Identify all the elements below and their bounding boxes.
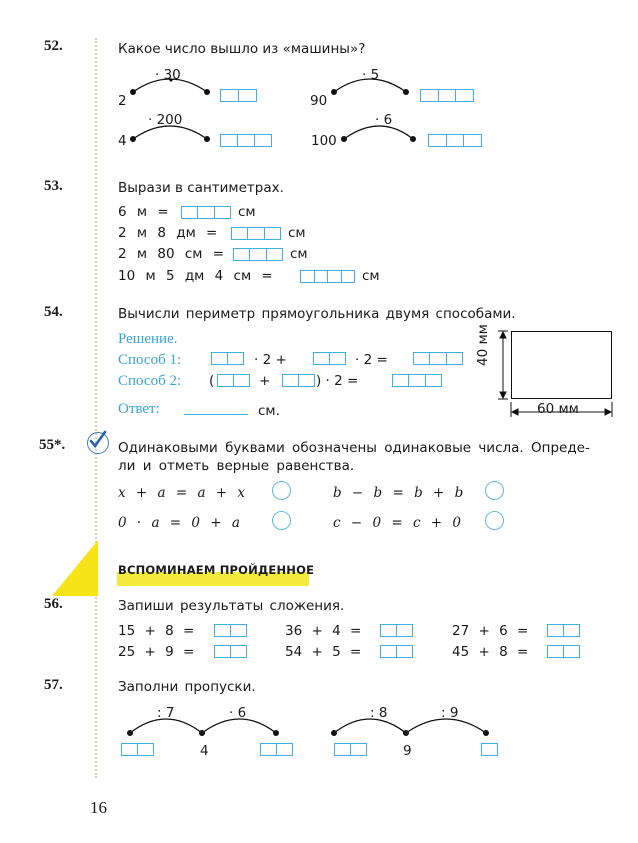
exercise-54-number: 54.: [44, 304, 63, 320]
exercise-52-number: 52.: [44, 38, 63, 54]
ex57-mid-1: 4: [200, 743, 209, 759]
ex54-way2-close: ) · 2 =: [316, 373, 359, 389]
ex54-answer-unit: см.: [258, 403, 280, 419]
ex55-equality-1: x + a = a + x: [118, 485, 246, 501]
ex56-eq-4: 25 + 9 =: [118, 644, 195, 660]
ex52-start-4: 100: [311, 133, 337, 149]
exercise-54-title: Вычисли периметр прямоугольника двумя способами.: [118, 306, 516, 322]
ex56-eq-5: 54 + 5 =: [285, 644, 362, 660]
exercise-55-title-line1: Одинаковыми буквами обозначены одинаковые числа. Опреде-: [118, 440, 590, 456]
ex53-unit-1: см: [238, 204, 256, 220]
exercise-52-title: Какое число вышло из «машины»?: [118, 41, 366, 57]
ex57-box-3[interactable]: [334, 743, 367, 756]
ex54-way1-op-a: · 2 +: [254, 352, 287, 368]
ex53-unit-4: см: [362, 268, 380, 284]
ex54-solution-label: Решение.: [118, 331, 178, 347]
ex57-op-3: : 8: [370, 705, 388, 721]
ex54-way1-op-b: · 2 =: [355, 352, 388, 368]
ex55-equality-2: b − b = b + b: [333, 485, 464, 501]
exercise-57-number: 57.: [44, 677, 63, 693]
ex53-unit-2: см: [288, 225, 306, 241]
exercise-55-title-line2: ли и отметь верные равенства.: [118, 458, 355, 474]
ex54-way1-label: Способ 1:: [118, 352, 182, 368]
ex56-eq-3: 27 + 6 =: [452, 623, 529, 639]
ex56-eq-1: 15 + 8 =: [118, 623, 195, 639]
ex54-way2-open-paren: (: [209, 373, 215, 389]
ex53-expr-3: 2 м 80 см =: [118, 246, 225, 262]
exercise-53-number: 53.: [44, 178, 63, 194]
ex52-start-2: 90: [310, 93, 328, 109]
ex54-answer-label: Ответ:: [118, 401, 160, 417]
exercise-56-number: 56.: [44, 596, 63, 612]
ex57-mid-2: 9: [403, 743, 412, 759]
ex53-expr-4: 10 м 5 дм 4 см =: [118, 268, 273, 284]
ex52-start-1: 2: [118, 93, 127, 109]
ex55-equality-3: 0 · a = 0 + a: [118, 515, 240, 531]
ex52-start-3: 4: [118, 133, 127, 149]
ex57-box-1[interactable]: [121, 743, 154, 756]
ex54-way2-plus: +: [259, 373, 271, 389]
ex52-op-3: · 200: [148, 112, 183, 128]
page-number: 16: [90, 798, 107, 817]
exercise-57-title: Заполни пропуски.: [118, 679, 256, 695]
ex57-box-4[interactable]: [481, 743, 498, 756]
exercise-56-title: Запиши результаты сложения.: [118, 598, 345, 614]
ex52-op-4: · 6: [375, 112, 393, 128]
ex57-op-1: : 7: [157, 705, 175, 721]
ex52-op-2: · 5: [362, 67, 380, 83]
ex53-unit-3: см: [290, 246, 308, 262]
ex56-eq-6: 45 + 8 =: [452, 644, 529, 660]
ex57-op-4: : 9: [441, 705, 459, 721]
ex54-height-label: 40 мм: [475, 324, 491, 366]
ex54-width-label: 60 мм: [537, 401, 579, 417]
ex53-expr-1: 6 м =: [118, 204, 169, 220]
review-banner-title: ВСПОМИНАЕМ ПРОЙДЕННОЕ: [118, 563, 315, 577]
ex52-op-1: · 30: [155, 67, 181, 83]
exercise-55-number: 55*.: [39, 437, 66, 453]
exercise-53-title: Вырази в сантиметрах.: [118, 180, 284, 196]
ex56-eq-2: 36 + 4 =: [285, 623, 362, 639]
ex53-expr-2: 2 м 8 дм =: [118, 225, 218, 241]
ex57-op-2: · 6: [229, 705, 247, 721]
ex57-box-2[interactable]: [260, 743, 293, 756]
ex55-equality-4: c − 0 = c + 0: [333, 515, 461, 531]
ex54-way2-label: Способ 2:: [118, 373, 182, 389]
